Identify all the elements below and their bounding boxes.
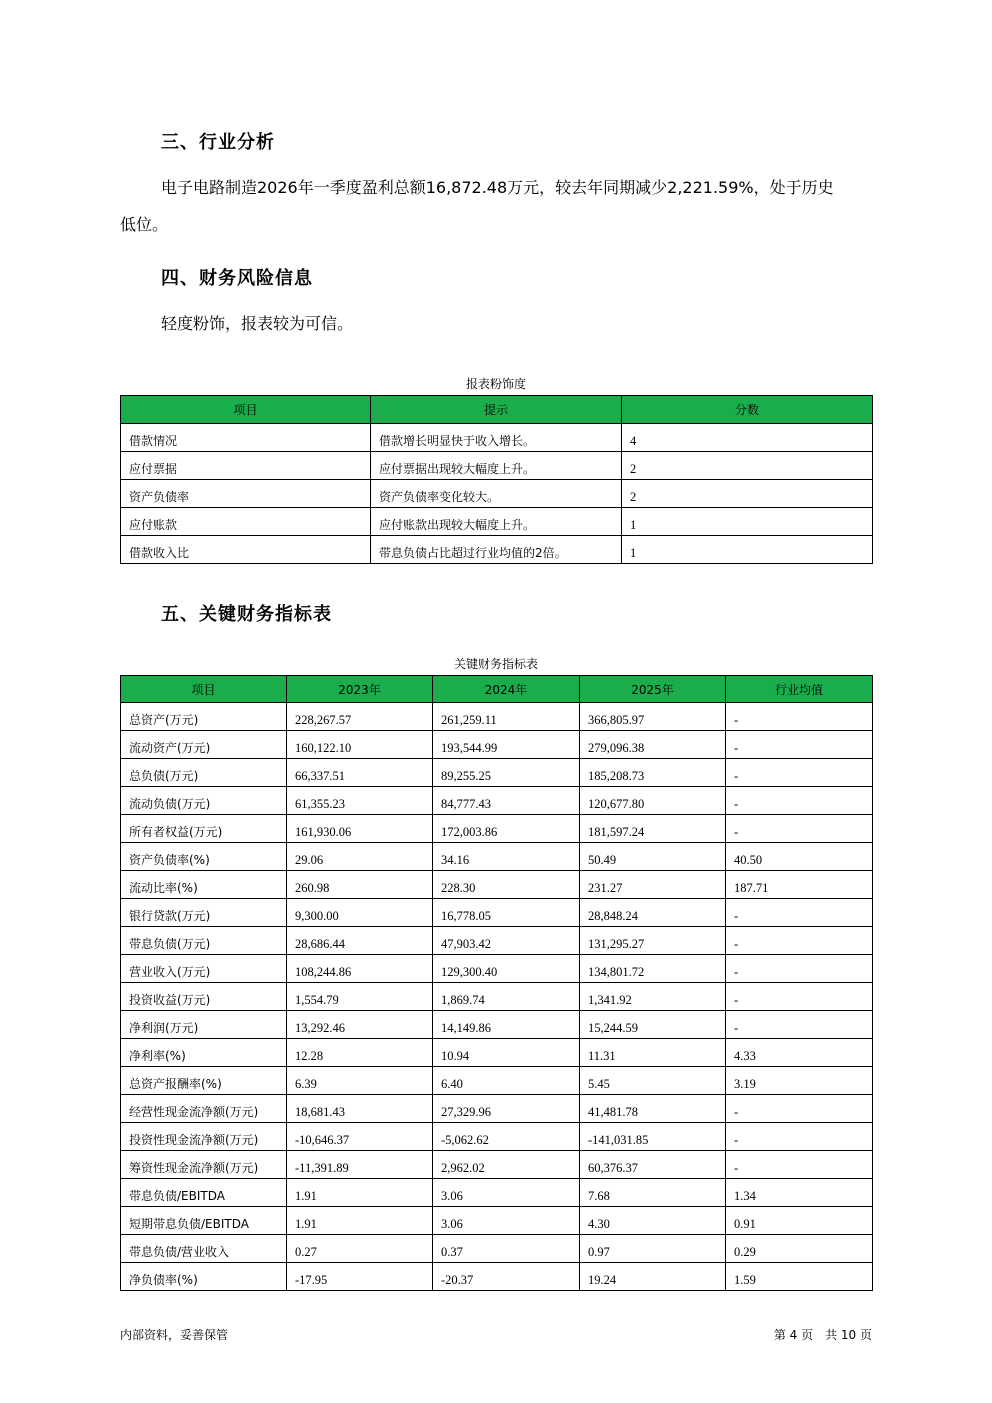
risk-table (120, 395, 873, 564)
kpi-table-row (121, 815, 873, 843)
kpi-table-row-cell: 60,376.37 (580, 1151, 726, 1179)
kpi-table-row-cell: 1,554.79 (287, 983, 433, 1011)
kpi-table-row (121, 1039, 873, 1067)
risk-table-row (121, 536, 873, 564)
kpi-table-row-cell: 12.28 (287, 1039, 433, 1067)
kpi-table-row-cell: 228.30 (433, 871, 580, 899)
section3-paragraph-line1: 电子电路制造2026年一季度盈利总额16,872.48万元，较去年同期减少2,221.59%，处于历史 (161, 178, 834, 197)
kpi-table-row-cell: -10,646.37 (287, 1123, 433, 1151)
kpi-table-row-cell: 50.49 (580, 843, 726, 871)
kpi-header-industry-avg: 行业均值 (726, 676, 873, 703)
risk-header-item: 项目 (121, 396, 371, 424)
kpi-table-row-cell: 1,869.74 (433, 983, 580, 1011)
kpi-table-row-cell: 营业收入(万元) (121, 955, 287, 983)
risk-table-row-cell: 应付票据出现较大幅度上升。 (371, 452, 622, 480)
kpi-table-row-cell: 总负债(万元) (121, 759, 287, 787)
risk-table-row-cell: 资产负债率变化较大。 (371, 480, 622, 508)
section4-heading: 四、财务风险信息 (161, 268, 313, 289)
kpi-table-row (121, 1151, 873, 1179)
kpi-table-row-cell: 流动负债(万元) (121, 787, 287, 815)
kpi-table-row (121, 1011, 873, 1039)
risk-table-row (121, 424, 873, 452)
kpi-table-row-cell: 228,267.57 (287, 703, 433, 731)
kpi-table-row-cell: - (726, 731, 873, 759)
kpi-table-row (121, 1123, 873, 1151)
kpi-table-row-cell: 3.06 (433, 1207, 580, 1235)
risk-table-row (121, 452, 873, 480)
kpi-table-row (121, 1067, 873, 1095)
kpi-table-row-cell: - (726, 759, 873, 787)
kpi-table-row-cell: 流动比率(%) (121, 871, 287, 899)
kpi-table-row-cell: 260.98 (287, 871, 433, 899)
kpi-table-row-cell: 投资收益(万元) (121, 983, 287, 1011)
kpi-table-row (121, 955, 873, 983)
kpi-table-row-cell: 带息负债/EBITDA (121, 1179, 287, 1207)
section4-paragraph: 轻度粉饰，报表较为可信。 (161, 314, 354, 333)
kpi-table-row-cell: - (726, 899, 873, 927)
kpi-table-row-cell: 1.91 (287, 1179, 433, 1207)
kpi-table-row-cell: 172,003.86 (433, 815, 580, 843)
section3-paragraph-line2: 低位。 (120, 215, 169, 234)
kpi-table-row-cell: 185,208.73 (580, 759, 726, 787)
kpi-table-row-cell: 41,481.78 (580, 1095, 726, 1123)
kpi-table-row (121, 1207, 873, 1235)
risk-table-row-cell: 带息负债占比超过行业均值的2倍。 (371, 536, 622, 564)
kpi-table-row-cell: - (726, 703, 873, 731)
kpi-table-row-cell: 47,903.42 (433, 927, 580, 955)
risk-header-hint: 提示 (371, 396, 622, 424)
kpi-table-row (121, 983, 873, 1011)
risk-header-score: 分数 (622, 396, 873, 424)
kpi-table-row-cell: 108,244.86 (287, 955, 433, 983)
kpi-table-row-cell: 7.68 (580, 1179, 726, 1207)
risk-table-row-cell: 应付账款 (121, 508, 371, 536)
kpi-table-row-cell: 61,355.23 (287, 787, 433, 815)
kpi-table-row-cell: - (726, 1123, 873, 1151)
kpi-table-row-cell: 10.94 (433, 1039, 580, 1067)
kpi-header-2023: 2023年 (287, 676, 433, 703)
kpi-table-row-cell: -141,031.85 (580, 1123, 726, 1151)
kpi-table-row-cell: 11.31 (580, 1039, 726, 1067)
risk-table-row (121, 480, 873, 508)
kpi-table-row (121, 731, 873, 759)
kpi-table-header-row (121, 676, 873, 703)
kpi-table-row-cell: 1.34 (726, 1179, 873, 1207)
kpi-table-row-cell: 净利率(%) (121, 1039, 287, 1067)
kpi-table-row (121, 787, 873, 815)
kpi-table-row-cell: 投资性现金流净额(万元) (121, 1123, 287, 1151)
kpi-table-row-cell: 231.27 (580, 871, 726, 899)
kpi-table-row-cell: 6.40 (433, 1067, 580, 1095)
kpi-table-row-cell: 净负债率(%) (121, 1263, 287, 1291)
kpi-table-row-cell: 161,930.06 (287, 815, 433, 843)
kpi-table-row (121, 1263, 873, 1291)
kpi-table-row-cell: 3.19 (726, 1067, 873, 1095)
kpi-table-row-cell: 160,122.10 (287, 731, 433, 759)
kpi-table-row-cell: 13,292.46 (287, 1011, 433, 1039)
kpi-table-row-cell: - (726, 983, 873, 1011)
kpi-table-row-cell: 0.27 (287, 1235, 433, 1263)
kpi-header-2025: 2025年 (580, 676, 726, 703)
section3-heading: 三、行业分析 (161, 132, 275, 153)
kpi-table-row-cell: - (726, 787, 873, 815)
kpi-table-row-cell: 净利润(万元) (121, 1011, 287, 1039)
kpi-table-caption: 关键财务指标表 (453, 657, 538, 671)
kpi-table-row-cell: 279,096.38 (580, 731, 726, 759)
kpi-table-row-cell: 187.71 (726, 871, 873, 899)
risk-table-row-cell: 应付账款出现较大幅度上升。 (371, 508, 622, 536)
kpi-table-row-cell: -20.37 (433, 1263, 580, 1291)
footer-confidential-note: 内部资料，妥善保管 (120, 1328, 229, 1342)
kpi-table-row-cell: 0.37 (433, 1235, 580, 1263)
kpi-table-row-cell: 4.30 (580, 1207, 726, 1235)
risk-table-row-cell: 1 (622, 536, 873, 564)
kpi-table-row-cell: - (726, 1151, 873, 1179)
kpi-table-row (121, 1235, 873, 1263)
kpi-table-row-cell: 2,962.02 (433, 1151, 580, 1179)
risk-table-row-cell: 借款收入比 (121, 536, 371, 564)
kpi-table-row-cell: 16,778.05 (433, 899, 580, 927)
kpi-table-row-cell: - (726, 1011, 873, 1039)
kpi-table-row-cell: 193,544.99 (433, 731, 580, 759)
kpi-table-row-cell: - (726, 815, 873, 843)
kpi-table-row (121, 927, 873, 955)
kpi-table-row-cell: 19.24 (580, 1263, 726, 1291)
risk-table-row-cell: 借款情况 (121, 424, 371, 452)
kpi-table-row-cell: - (726, 1095, 873, 1123)
kpi-table-row-cell: 所有者权益(万元) (121, 815, 287, 843)
kpi-table-row-cell: - (726, 955, 873, 983)
risk-table-caption: 报表粉饰度 (465, 377, 526, 391)
kpi-table-row-cell: 15,244.59 (580, 1011, 726, 1039)
kpi-table-row-cell: 带息负债/营业收入 (121, 1235, 287, 1263)
kpi-table-row (121, 1095, 873, 1123)
kpi-table-row-cell: 34.16 (433, 843, 580, 871)
risk-table-header-row (121, 396, 873, 424)
kpi-table-row-cell: 84,777.43 (433, 787, 580, 815)
kpi-table-row-cell: 261,259.11 (433, 703, 580, 731)
kpi-table-row-cell: -5,062.62 (433, 1123, 580, 1151)
kpi-table-row-cell: 366,805.97 (580, 703, 726, 731)
kpi-table-row-cell: 总资产(万元) (121, 703, 287, 731)
kpi-table-row-cell: 1.91 (287, 1207, 433, 1235)
kpi-table-row-cell: 18,681.43 (287, 1095, 433, 1123)
kpi-table-row-cell: 1,341.92 (580, 983, 726, 1011)
kpi-table-row-cell: 181,597.24 (580, 815, 726, 843)
kpi-table-row-cell: - (726, 927, 873, 955)
kpi-table-row-cell: 筹资性现金流净额(万元) (121, 1151, 287, 1179)
risk-table-row-cell: 2 (622, 452, 873, 480)
kpi-table-row-cell: 129,300.40 (433, 955, 580, 983)
risk-table-row (121, 508, 873, 536)
kpi-table-row-cell: 流动资产(万元) (121, 731, 287, 759)
kpi-table-row-cell: 银行贷款(万元) (121, 899, 287, 927)
kpi-table-row-cell: -17.95 (287, 1263, 433, 1291)
risk-table-row-cell: 1 (622, 508, 873, 536)
kpi-table-row-cell: 5.45 (580, 1067, 726, 1095)
kpi-table-row-cell: 40.50 (726, 843, 873, 871)
kpi-table-row (121, 871, 873, 899)
kpi-table-row-cell: 134,801.72 (580, 955, 726, 983)
kpi-table-row-cell: 3.06 (433, 1179, 580, 1207)
kpi-table-row-cell: 14,149.86 (433, 1011, 580, 1039)
risk-table-row-cell: 借款增长明显快于收入增长。 (371, 424, 622, 452)
kpi-table-row (121, 759, 873, 787)
kpi-table-row-cell: 131,295.27 (580, 927, 726, 955)
risk-table-row-cell: 4 (622, 424, 873, 452)
kpi-table-row-cell: 1.59 (726, 1263, 873, 1291)
kpi-table-row-cell: 120,677.80 (580, 787, 726, 815)
risk-table-row-cell: 2 (622, 480, 873, 508)
kpi-table-row-cell: 28,686.44 (287, 927, 433, 955)
kpi-table-row-cell: 6.39 (287, 1067, 433, 1095)
kpi-table-row (121, 703, 873, 731)
kpi-header-item: 项目 (121, 676, 287, 703)
section5-heading: 五、关键财务指标表 (161, 604, 332, 625)
kpi-header-2024: 2024年 (433, 676, 580, 703)
kpi-table-row-cell: 9,300.00 (287, 899, 433, 927)
risk-table-row-cell: 应付票据 (121, 452, 371, 480)
kpi-table-row-cell: 0.97 (580, 1235, 726, 1263)
kpi-table-row-cell: 带息负债(万元) (121, 927, 287, 955)
kpi-table (120, 675, 873, 1291)
kpi-table-row-cell: 66,337.51 (287, 759, 433, 787)
kpi-table-row-cell: 短期带息负债/EBITDA (121, 1207, 287, 1235)
kpi-table-row-cell: 4.33 (726, 1039, 873, 1067)
kpi-table-row-cell: 经营性现金流净额(万元) (121, 1095, 287, 1123)
kpi-table-row (121, 899, 873, 927)
kpi-table-row-cell: 89,255.25 (433, 759, 580, 787)
footer-page-number: 第 4 页 共 10 页 (773, 1328, 872, 1342)
kpi-table-row-cell: 29.06 (287, 843, 433, 871)
kpi-table-row-cell: 28,848.24 (580, 899, 726, 927)
risk-table-row-cell: 资产负债率 (121, 480, 371, 508)
kpi-table-row (121, 843, 873, 871)
kpi-table-row-cell: 资产负债率(%) (121, 843, 287, 871)
kpi-table-row-cell: 0.29 (726, 1235, 873, 1263)
kpi-table-row-cell: 0.91 (726, 1207, 873, 1235)
kpi-table-row-cell: 27,329.96 (433, 1095, 580, 1123)
kpi-table-row-cell: 总资产报酬率(%) (121, 1067, 287, 1095)
kpi-table-row (121, 1179, 873, 1207)
kpi-table-row-cell: -11,391.89 (287, 1151, 433, 1179)
